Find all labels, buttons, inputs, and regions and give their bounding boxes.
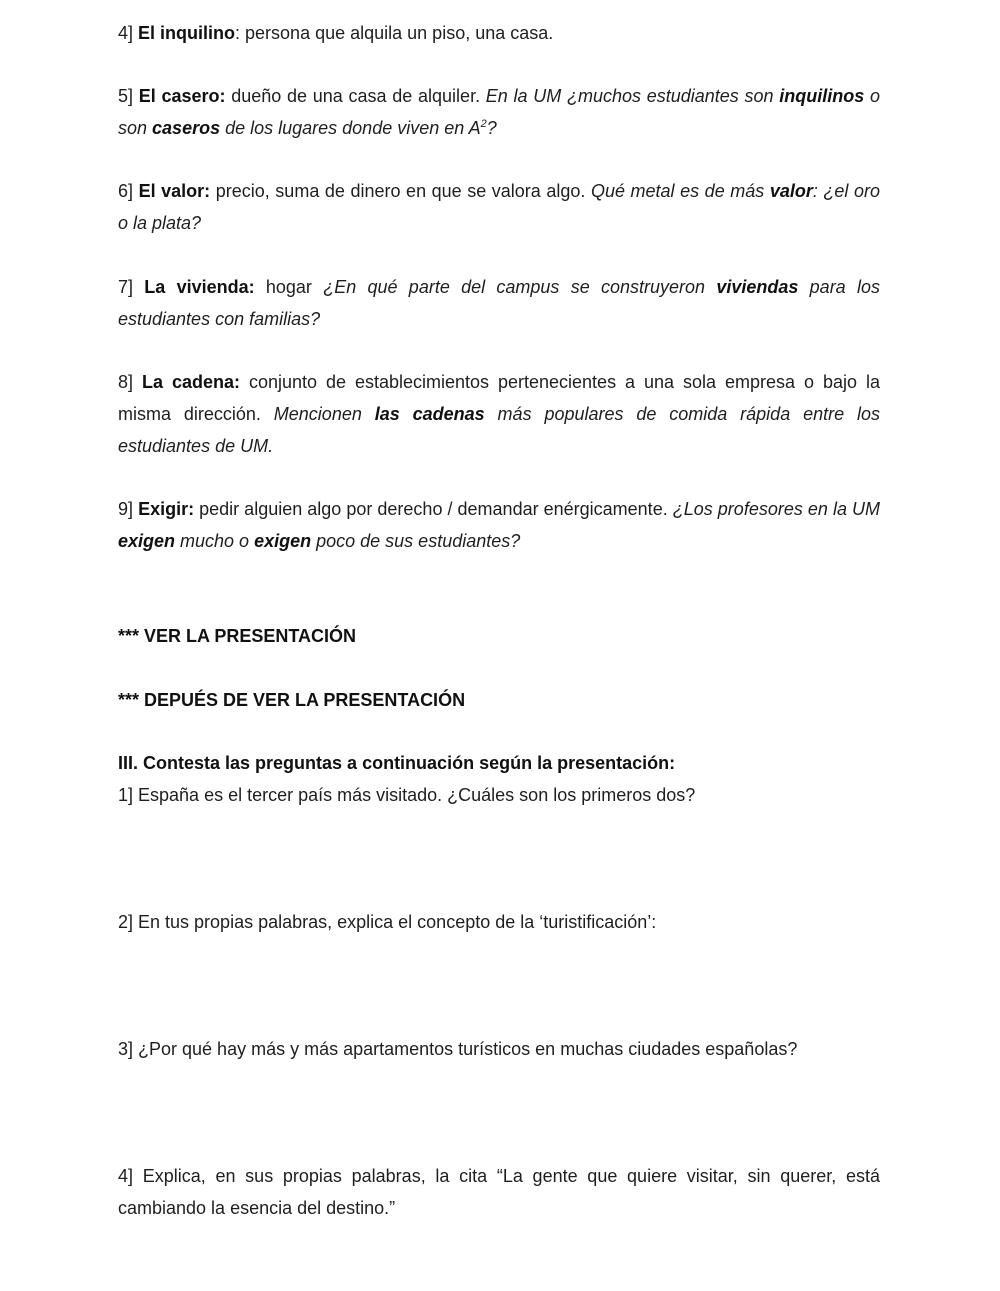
question-2: 2] En tus propias palabras, explica el concepto de la ‘turistificación’: [118, 912, 657, 932]
vocab-item-6: 6] El valor: precio, suma de dinero en que se valora algo. Qué metal es de más valor: ¿el oro o la plata? [118, 181, 880, 233]
heading-despues-presentacion: *** DEPUÉS DE VER LA PRESENTACIÓN [118, 690, 466, 710]
section-3-title: III. Contesta las preguntas a continuación según la presentación: [118, 753, 676, 773]
term-inquilino: El inquilino [138, 23, 236, 43]
vocab-item-9: 9] Exigir: pedir alguien algo por derecho / demandar enérgicamente. ¿Los profesores en la UM exigen mucho o exigen poco de sus estudiantes? [118, 499, 880, 551]
vocab-item-8: 8] La cadena: conjunto de establecimientos pertenecientes a una sola empresa o bajo la misma dirección. Mencionen las cadenas más populares de comida rápida entre los estudiantes de UM. [118, 372, 880, 456]
term-vivienda: La vivienda: [144, 277, 255, 297]
question-3: 3] ¿Por qué hay más y más apartamentos turísticos en muchas ciudades españolas? [118, 1039, 798, 1059]
heading-ver-presentacion: *** VER LA PRESENTACIÓN [118, 626, 357, 646]
vocab-item-4: 4] El inquilino: persona que alquila un piso, una casa. [118, 23, 554, 43]
term-casero: El casero: [138, 86, 226, 106]
term-exigir: Exigir: [138, 499, 195, 519]
question-4: 4] Explica, en sus propias palabras, la cita “La gente que quiere visitar, sin querer, está cambiando la esencia del destino.” [118, 1166, 880, 1218]
term-cadena: La cadena: [141, 372, 240, 392]
vocab-item-7: 7] La vivienda: hogar ¿En qué parte del campus se construyeron viviendas para los estudiantes con familias? [118, 277, 880, 329]
question-1: 1] España es el tercer país más visitado. ¿Cuáles son los primeros dos? [118, 785, 696, 805]
term-valor: El valor: [138, 181, 211, 201]
vocab-item-5: 5] El casero: dueño de una casa de alquiler. En la UM ¿muchos estudiantes son inquilinos o son caseros de los lugares donde viven en $A^2$? [118, 86, 881, 138]
